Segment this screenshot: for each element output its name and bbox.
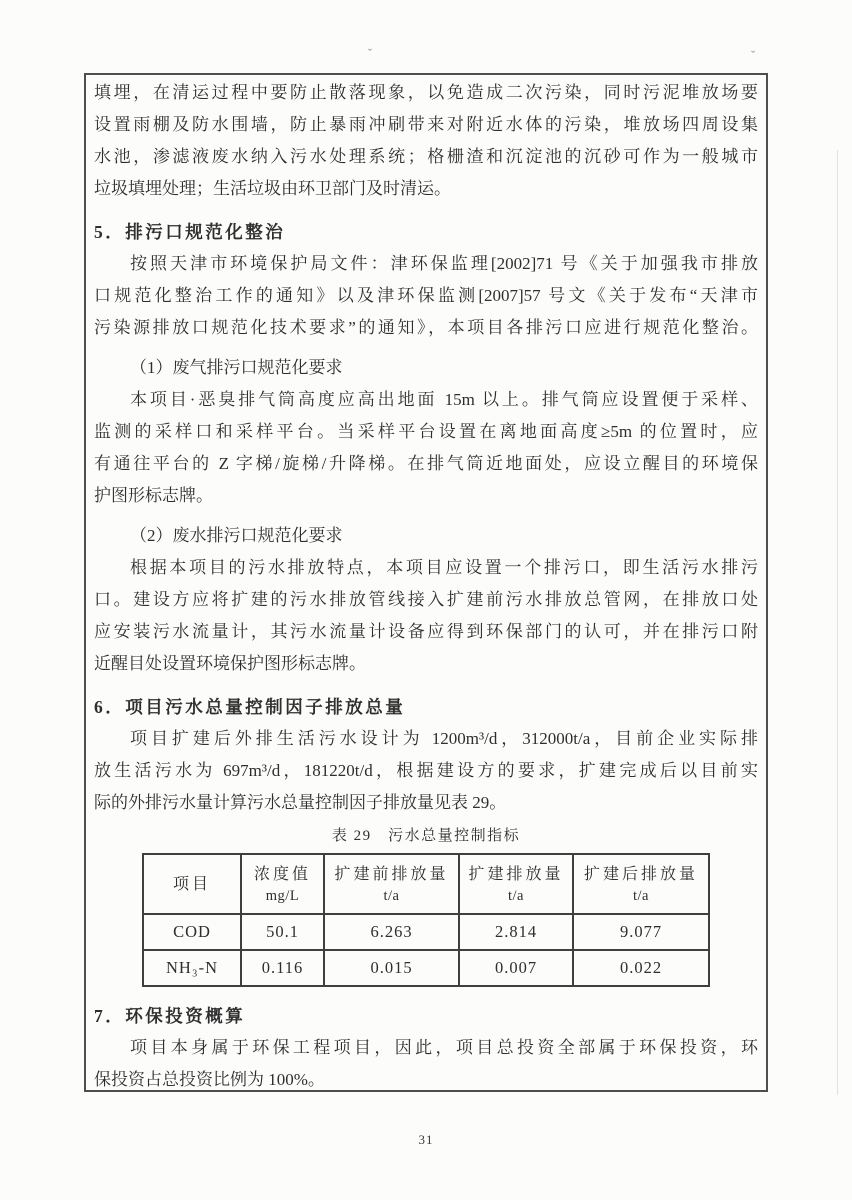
paragraph-sewage-total-control — [94, 723, 758, 819]
column-header-concentration — [241, 854, 324, 914]
text-line: 设置雨棚及防水围墙，防止暴雨冲刷带来对附近水体的污染，堆放场四周设集 — [94, 115, 758, 134]
column-header-label: 浓度值 — [253, 866, 311, 883]
document-border-box — [84, 73, 768, 1092]
paragraph-regulation-documents — [94, 248, 758, 344]
cell-after: 0.022 — [573, 950, 709, 986]
section-5-heading: 5．排污口规范化整治 — [94, 222, 286, 242]
section-6-heading: 6．项目污水总量控制因子排放总量 — [94, 697, 406, 717]
column-header-label: 扩建前排放量 — [334, 866, 449, 883]
column-header-unit: t/a — [508, 888, 524, 904]
column-header-before-expansion — [324, 854, 459, 914]
column-header-after-expansion — [573, 854, 709, 914]
text-line: 按照天津市环境保护局文件：津环保监理[2002]71 号《关于加强我市排放 — [130, 254, 758, 273]
paragraph-landfill-disposal — [94, 77, 758, 205]
text-line: 根据本项目的污水排放特点，本项目应设置一个排污口，即生活污水排污 — [130, 558, 758, 577]
text-line: 护图形标志牌。 — [94, 486, 213, 505]
table-row-nh3n — [143, 950, 709, 986]
text-line: 水池，渗滤液废水纳入污水处理系统；格栅渣和沉淀池的沉砂可作为一般城市 — [94, 147, 758, 166]
text-line: 填埋，在清运过程中要防止散落现象，以免造成二次污染，同时污泥堆放场要 — [94, 83, 758, 102]
cell-added: 2.814 — [459, 914, 573, 950]
cell-concentration: 50.1 — [241, 914, 324, 950]
text-line: 近醒目处设置环境保护图形标志牌。 — [94, 654, 366, 673]
subsection-1-heading: （1）废气排污口规范化要求 — [130, 358, 343, 377]
paragraph-wastewater-outlet-requirements — [94, 552, 758, 680]
cell-before: 6.263 — [324, 914, 459, 950]
cell-concentration: 0.116 — [241, 950, 324, 986]
column-header-unit: t/a — [383, 888, 400, 904]
paragraph-environmental-investment — [94, 1032, 758, 1096]
column-header-expansion — [459, 854, 573, 914]
cell-before: 0.015 — [324, 950, 459, 986]
column-header-label: 扩建后排放量 — [583, 866, 698, 883]
cell-after: 9.077 — [573, 914, 709, 950]
column-header-label: 项目 — [172, 875, 211, 893]
text-line: 项目本身属于环保工程项目，因此，项目总投资全部属于环保投资，环 — [130, 1038, 758, 1057]
column-header-item — [143, 854, 241, 914]
text-line: 际的外排污水量计算污水总量控制因子排放量见表 29。 — [94, 793, 507, 812]
scan-artifact-mark: ˇ — [368, 46, 372, 60]
paragraph-exhaust-outlet-requirements — [94, 384, 758, 512]
text-line: 污染源排放口规范化技术要求”的通知》，本项目各排污口应进行规范化整治。 — [94, 318, 758, 337]
text-line: 本项目·恶臭排气筒高度应高出地面 15m 以上。排气筒应设置便于采样、 — [130, 390, 758, 409]
text-line: 有通往平台的 Z 字梯/旋梯/升降梯。在排气筒近地面处，应设立醒目的环境保 — [94, 454, 758, 473]
table-row-cod — [143, 914, 709, 950]
table-header-row — [143, 854, 709, 914]
text-line: 垃圾填埋处理；生活垃圾由环卫部门及时清运。 — [94, 179, 451, 198]
text-line: 应安装污水流量计，其污水流量计设备应得到环保部门的认可，并在排污口附 — [94, 622, 758, 641]
text-line: 保投资占总投资比例为 100%。 — [94, 1070, 325, 1089]
table-29-sewage-control-indicators — [142, 853, 710, 987]
text-line: 项目扩建后外排生活污水设计为 1200m³/d，312000t/a，目前企业实际排 — [130, 729, 758, 748]
text-line: 口。建设方应将扩建的污水排放管线接入扩建前污水排放总管网，在排放口处 — [94, 590, 758, 609]
table-29-caption: 表 29 污水总量控制指标 — [331, 828, 521, 844]
cell-item: COD — [143, 914, 241, 950]
text-line: 监测的采样口和采样平台。当采样平台设置在离地面高度≥5m 的位置时，应 — [94, 422, 758, 441]
table-header — [143, 854, 709, 914]
section-7-heading: 7．环保投资概算 — [94, 1006, 246, 1026]
subsection-2-heading: （2）废水排污口规范化要求 — [130, 526, 343, 545]
page-number: 31 — [418, 1132, 434, 1147]
scan-artifact-mark: ˇ — [751, 48, 755, 62]
table-body — [143, 914, 709, 986]
column-header-unit: mg/L — [265, 888, 300, 904]
text-line: 放生活污水为 697m³/d，181220t/d，根据建设方的要求，扩建完成后以目前实 — [94, 761, 758, 780]
scan-edge-shadow — [837, 150, 838, 1095]
cell-added: 0.007 — [459, 950, 573, 986]
text-line: 口规范化整治工作的通知》以及津环保监测[2007]57 号文《关于发布“天津市 — [94, 286, 758, 305]
column-header-label: 扩建排放量 — [468, 866, 564, 883]
cell-item: NH₃-N — [143, 950, 241, 986]
column-header-unit: t/a — [633, 888, 649, 904]
